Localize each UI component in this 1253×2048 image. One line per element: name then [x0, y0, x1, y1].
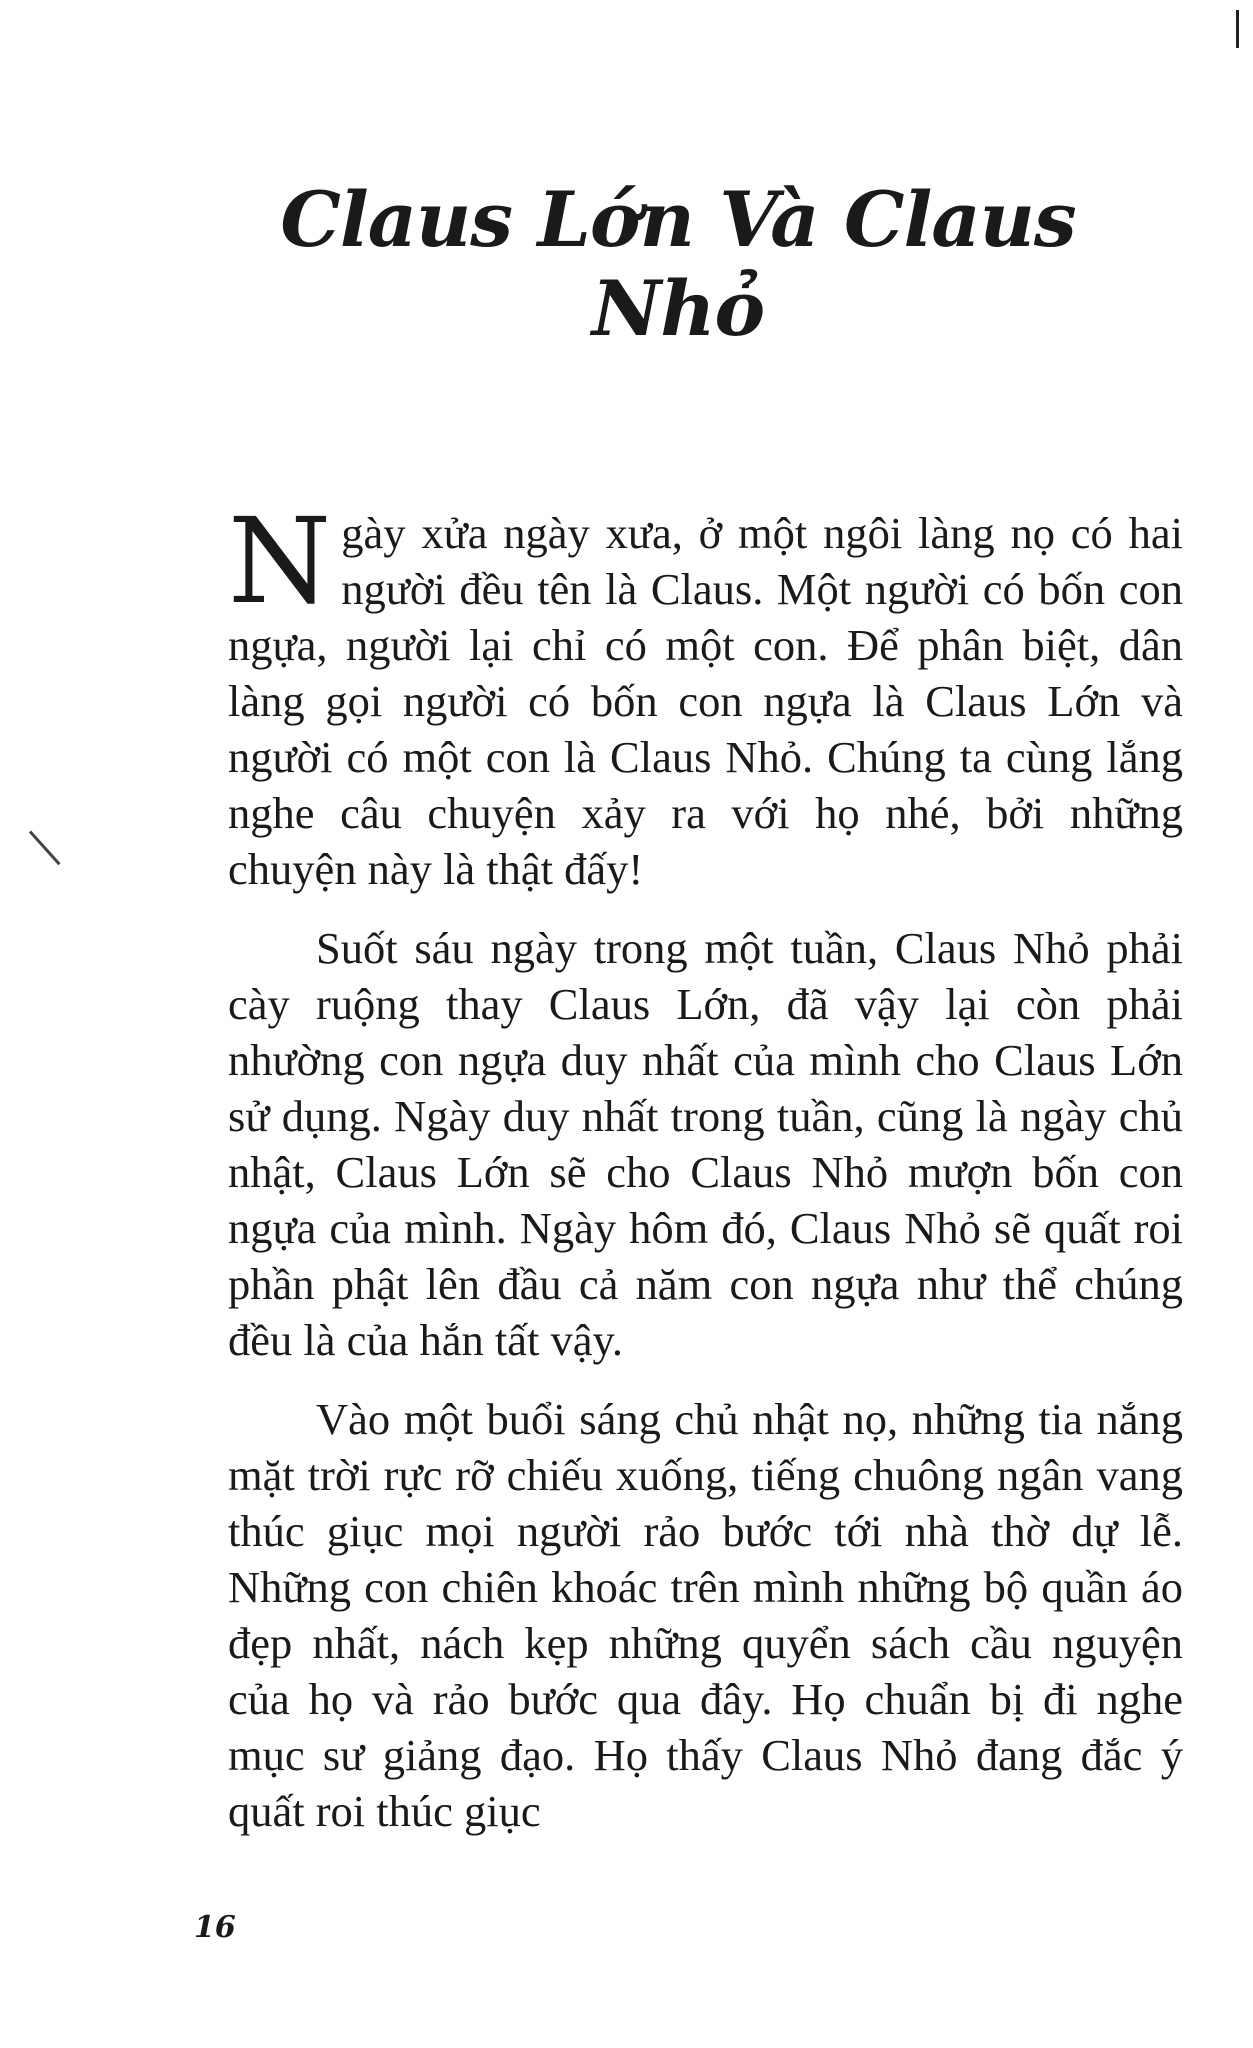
margin-mark — [29, 830, 61, 865]
page-number: 16 — [194, 1910, 236, 1945]
story-body — [228, 492, 1183, 1862]
paragraph-1-text: gày xửa ngày xưa, ở một ngôi làng nọ có hai người đều tên là Claus. Một người có bốn con ngựa, người lại chỉ có một con. Để phân biệt, dân làng gọi người có bốn con ngựa là Claus Lớn và người có một con là Claus Nhỏ. Chúng ta cùng lắng nghe câu chuyện xảy ra với họ nhé, bởi những chuyện này là thật đấy! — [228, 508, 1183, 894]
paragraph-3: Vào một buổi sáng chủ nhật nọ, những tia nắng mặt trời rực rỡ chiếu xuống, tiếng chuông ngân vang thúc giục mọi người rảo bước tới nhà thờ dự lễ. Những con chiên khoác trên mình những bộ quần áo đẹp nhất, nách kẹp những quyển sách cầu nguyện của họ và rảo bước qua đây. Họ chuẩn bị đi nghe mục sư giảng đạo. Họ thấy Claus Nhỏ đang đắc ý quất roi thúc giục — [228, 1394, 1183, 1836]
drop-cap: N — [228, 492, 332, 630]
story-title: Claus Lớn Và Claus Nhỏ — [280, 175, 1076, 353]
paragraph-2: Suốt sáu ngày trong một tuần, Claus Nhỏ phải cày ruộng thay Claus Lớn, đã vậy lại còn phải nhường con ngựa duy nhất của mình cho Claus Lớn sử dụng. Ngày duy nhất trong tuần, cũng là ngày chủ nhật, Claus Lớn sẽ cho Claus Nhỏ mượn bốn con ngựa của mình. Ngày hôm đó, Claus Nhỏ sẽ quất roi phần phật lên đầu cả năm con ngựa như thể chúng đều là của hắn tất vậy. — [228, 923, 1183, 1365]
page-edge-mark — [1236, 10, 1239, 48]
paragraph-1 — [228, 492, 1183, 897]
